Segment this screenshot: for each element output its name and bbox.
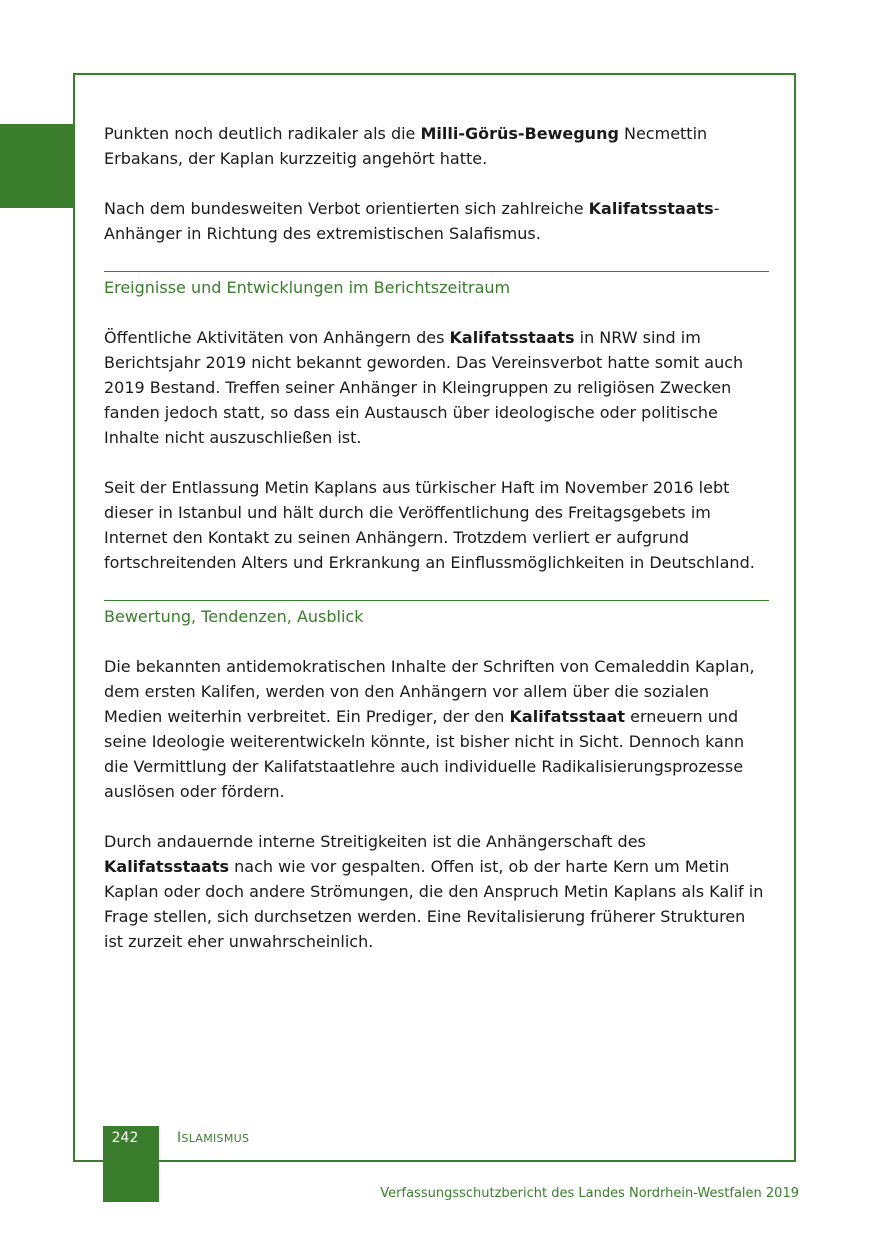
paragraph: Öffentliche Aktivitäten von Anhängern des Kalifatsstaats in NRW sind im Berichtsjahr 2019 nicht bekannt geworden. Das Vereinsverbot hatte somit auch 2019 Bestand. Treffen seiner Anhänger in Kleingruppen zu religiösen Zwecken fanden jedoch statt, so dass ein Austausch über ideologische oder politische Inhalte nicht auszuschließen ist.	[104, 328, 744, 447]
running-head: ISLAMISMUS	[177, 1130, 250, 1146]
page-number: 242	[111, 1130, 139, 1146]
emphasis-term: Kalifatsstaats	[449, 328, 575, 347]
section-heading: Bewertung, Tendenzen, Ausblick	[104, 600, 769, 629]
body-text	[104, 121, 769, 979]
paragraph: Die bekannten antidemokratischen Inhalte der Schriften von Cemaleddin Kaplan, dem ersten Kalifen, werden von den Anhängern vor allem über die sozialen Medien weiterhin verbreitet. Ein Prediger, der den Kalifatsstaat erneuern und seine Ideologie weiterentwickeln könnte, ist bisher nicht in Sicht. Dennoch kann die Vermittlung der Kalifatstaatlehre auch individuelle Radikalisierungsprozesse auslösen oder fördern.	[104, 657, 755, 801]
paragraph: Punkten noch deutlich radikaler als die Milli-Görüs-Bewegung Necmettin Erbakans, der Kaplan kurzzeitig angehört hatte.	[104, 124, 708, 168]
paragraph: Seit der Entlassung Metin Kaplans aus türkischer Haft im November 2016 lebt dieser in Istanbul und hält durch die Veröffentlichung des Freitagsgebets im Internet den Kontakt zu seinen Anhängern. Trotzdem verliert er aufgrund fortschreitenden Alters und Erkrankung an Einflussmöglichkeiten in Deutschland.	[104, 478, 755, 572]
emphasis-term: Milli-Görüs-Bewegung	[420, 124, 619, 143]
paragraph: Durch andauernde interne Streitigkeiten ist die Anhängerschaft des Kalifatsstaats nach wie vor gespalten. Offen ist, ob der harte Kern um Metin Kaplan oder doch andere Strömungen, die den Anspruch Metin Kaplans als Kalif in Frage stellen, sich durchsetzen werden. Eine Revitalisierung früherer Strukturen ist zurzeit eher unwahrscheinlich.	[104, 832, 764, 951]
section-heading: Ereignisse und Entwicklungen im Berichtszeitraum	[104, 271, 769, 300]
paragraph: Nach dem bundesweiten Verbot orientierten sich zahlreiche Kalifatsstaats-Anhänger in Richtung des extremistischen Salafismus.	[104, 199, 720, 243]
emphasis-term: Kalifatsstaats	[104, 857, 230, 876]
emphasis-term: Kalifatsstaat	[509, 707, 626, 726]
emphasis-term: Kalifatsstaats	[588, 199, 714, 218]
footer-publication-title: Verfassungsschutzbericht des Landes Nordrhein-Westfalen 2019	[380, 1186, 799, 1201]
chapter-side-tab	[0, 124, 75, 208]
page-number-box	[103, 1126, 159, 1202]
